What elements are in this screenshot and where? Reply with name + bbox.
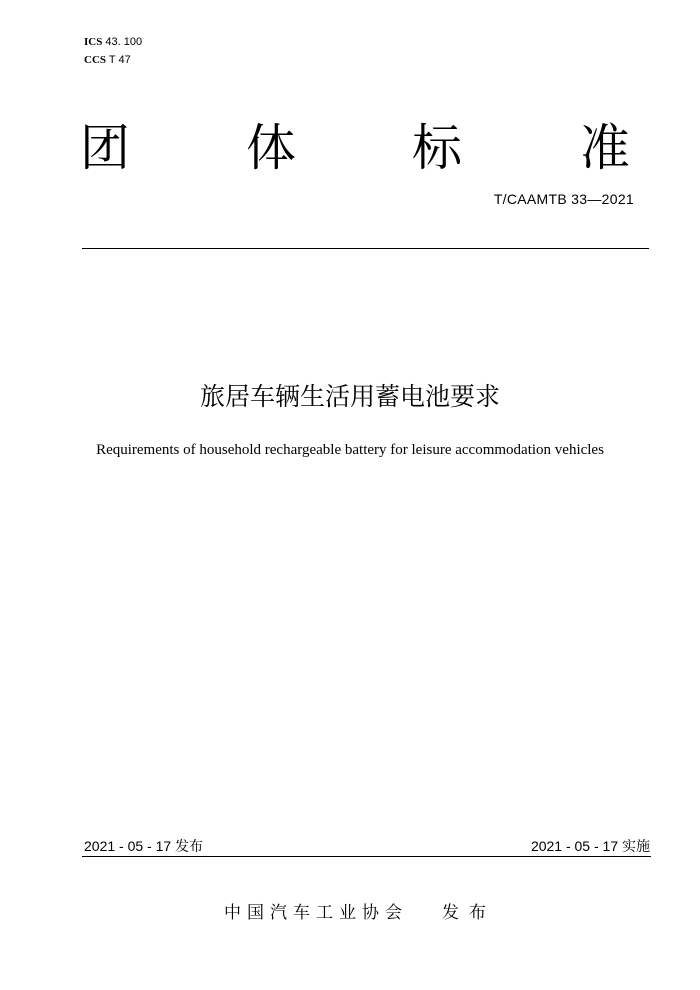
ccs-value: T 47 bbox=[108, 54, 131, 66]
title-english: Requirements of household rechargeable battery for leisure accommodation vehicles bbox=[96, 442, 604, 458]
implementation-date: 2021 - 05 - 17 实施 bbox=[530, 838, 650, 854]
ics-value: 43. 100 bbox=[105, 36, 143, 48]
ics-classification bbox=[84, 36, 142, 49]
publish-date: 2021 - 05 - 17 发布 bbox=[84, 838, 204, 854]
issuer-organization: 中国汽车工业协会 bbox=[224, 903, 408, 923]
header-char-biao: 标 bbox=[412, 119, 462, 177]
standard-number: T/CAAMTB 33—2021 bbox=[493, 191, 634, 207]
ics-label: ICS bbox=[84, 36, 103, 48]
header-char-ti: 体 bbox=[246, 119, 296, 177]
header-char-zhun: 准 bbox=[580, 119, 630, 177]
issue-label: 发布 bbox=[442, 903, 496, 923]
header-char-tuan: 团 bbox=[80, 119, 130, 177]
title-chinese: 旅居车辆生活用蓄电池要求 bbox=[199, 382, 500, 411]
bottom-divider bbox=[82, 856, 651, 857]
top-divider bbox=[82, 248, 649, 249]
ccs-label: CCS bbox=[84, 54, 107, 66]
ccs-classification bbox=[84, 54, 131, 67]
